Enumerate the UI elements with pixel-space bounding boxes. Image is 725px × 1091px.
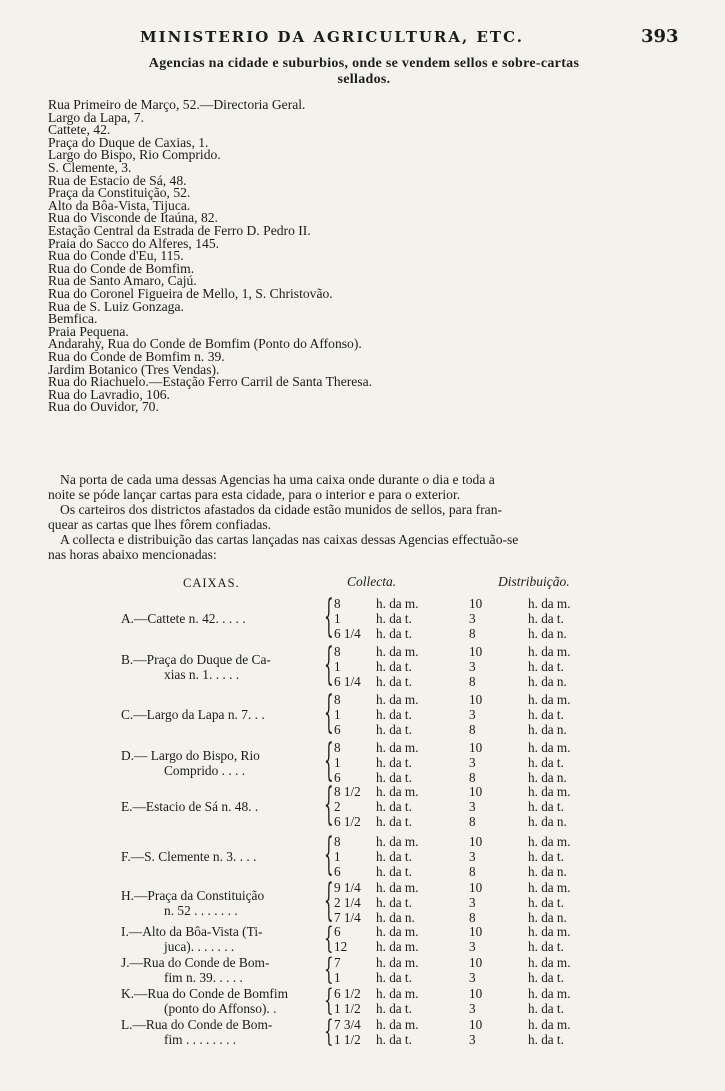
box-location-label: (ponto do Affonso). .: [164, 1001, 277, 1016]
agency-address: Rua Primeiro de Março, 52.—Directoria Geral.: [48, 97, 306, 112]
distribuicao-period: h. da m.: [528, 834, 571, 849]
distribuicao-period: h. da n.: [528, 814, 567, 829]
collecta-period: h. da t.: [376, 707, 412, 722]
distribuicao-period: h. da m.: [528, 784, 571, 799]
distribuicao-period: h. da m.: [528, 955, 571, 970]
collecta-hour: 6: [334, 864, 341, 879]
distribuicao-hour: 10: [469, 986, 483, 1001]
agency-address: Praça da Constituição, 52.: [48, 185, 191, 201]
box-location-label: K.—Rua do Conde de Bomfim: [121, 986, 288, 1001]
distribuicao-hour: 10: [469, 955, 483, 970]
section-title: Agencias na cidade e suburbios, onde se vendem sellos e sobre-cartas: [148, 56, 580, 71]
distribuicao-period: h. da m.: [528, 924, 571, 939]
agency-address: Rua do Conde d'Eu, 115.: [48, 248, 184, 264]
collecta-hour: 6: [334, 722, 341, 737]
box-location-label: fim . . . . . . . .: [164, 1032, 237, 1047]
distribuicao-period: h. da m.: [528, 986, 571, 1001]
distribuicao-period: h. da t.: [528, 611, 564, 626]
agency-address: Rua do Lavradio, 106.: [48, 386, 170, 402]
collecta-period: h. da m.: [376, 1017, 419, 1032]
column-header-collecta: Collecta.: [347, 574, 397, 589]
collecta-period: h. da m.: [376, 924, 419, 939]
box-location-label: juca). . . . . . .: [164, 939, 235, 954]
agency-address: Bemfica.: [48, 311, 98, 327]
distribuicao-hour: 8: [469, 910, 476, 925]
column-header-distribuicao: Distribuição.: [498, 574, 570, 589]
distribuicao-period: h. da t.: [528, 1032, 564, 1047]
distribuicao-period: h. da t.: [528, 895, 564, 910]
collecta-period: h. da m.: [376, 986, 419, 1001]
brace-icon: {: [324, 638, 334, 691]
distribuicao-hour: 10: [469, 644, 483, 659]
paragraph-line: Os carteiros dos districtos afastados da cidade estão munidos de sellos, para fran-: [60, 502, 503, 517]
collecta-period: h. da m.: [376, 834, 419, 849]
distribuicao-period: h. da t.: [528, 707, 564, 722]
brace-icon: {: [324, 874, 334, 927]
collecta-period: h. da m.: [376, 880, 419, 895]
collecta-period: h. da t.: [376, 611, 412, 626]
brace-icon: {: [324, 590, 334, 643]
collecta-period: h. da t.: [376, 626, 412, 641]
distribuicao-period: h. da t.: [528, 659, 564, 674]
agency-address: Praia do Sacco do Alferes, 145.: [48, 235, 220, 251]
collecta-hour: 7 3/4: [334, 1017, 361, 1032]
distribuicao-period: h. da n.: [528, 674, 567, 689]
agency-address: Alto da Bôa-Vista, Tijuca.: [48, 197, 191, 213]
collecta-hour: 1: [334, 611, 341, 626]
collecta-hour: 8: [334, 644, 341, 659]
collecta-period: h. da m.: [376, 939, 419, 954]
paragraph-line: A collecta e distribuição das cartas lançadas nas caixas dessas Agencias effectuão-se: [60, 532, 519, 547]
collecta-hour: 1 1/2: [334, 1001, 361, 1016]
distribuicao-period: h. da m.: [528, 1017, 571, 1032]
distribuicao-hour: 10: [469, 880, 483, 895]
agency-address: Rua do Coronel Figueira de Mello, 1, S. Christovão.: [48, 286, 333, 301]
brace-icon: {: [324, 951, 334, 987]
collecta-period: h. da m.: [376, 692, 419, 707]
brace-icon: {: [324, 686, 334, 739]
agency-address: S. Clemente, 3.: [48, 160, 132, 175]
collecta-hour: 7 1/4: [334, 910, 361, 925]
agency-address: Rua de S. Luiz Gonzaga.: [48, 298, 184, 314]
paragraph-line: quear as cartas que lhes fôrem confiadas.: [48, 517, 272, 532]
distribuicao-hour: 3: [469, 659, 476, 674]
distribuicao-period: h. da t.: [528, 1001, 564, 1016]
distribuicao-period: h. da n.: [528, 770, 567, 785]
distribuicao-period: h. da n.: [528, 626, 567, 641]
box-location-label: fim n. 39. . . . .: [164, 970, 243, 985]
collecta-period: h. da t.: [376, 864, 412, 879]
page-number: 393: [641, 26, 679, 47]
collecta-hour: 8 1/2: [334, 784, 361, 799]
brace-icon: {: [324, 982, 334, 1018]
collecta-hour: 8: [334, 596, 341, 611]
agency-address: Largo do Bispo, Rio Comprido.: [48, 147, 221, 163]
collecta-hour: 1 1/2: [334, 1032, 361, 1047]
collecta-hour: 12: [334, 939, 348, 954]
agency-address: Rua do Visconde de Itaúna, 82.: [48, 210, 218, 226]
collecta-period: h. da m.: [376, 596, 419, 611]
distribuicao-hour: 3: [469, 1001, 476, 1016]
collecta-period: h. da m.: [376, 644, 419, 659]
agency-address: Cattete, 42.: [48, 122, 111, 138]
collecta-hour: 1: [334, 849, 341, 864]
distribuicao-hour: 10: [469, 784, 483, 799]
collecta-period: h. da t.: [376, 770, 412, 785]
distribuicao-hour: 8: [469, 722, 476, 737]
distribuicao-hour: 10: [469, 1017, 483, 1032]
box-location-label: n. 52 . . . . . . .: [164, 902, 238, 918]
agency-address: Estação Central da Estrada de Ferro D. Pedro II.: [48, 223, 311, 238]
distribuicao-hour: 3: [469, 755, 476, 770]
collecta-hour: 2 1/4: [334, 895, 361, 910]
distribuicao-hour: 3: [469, 799, 476, 814]
brace-icon: {: [324, 828, 334, 881]
collecta-period: h. da t.: [376, 722, 412, 737]
distribuicao-hour: 8: [469, 770, 476, 785]
distribuicao-hour: 3: [469, 970, 476, 985]
collecta-hour: 1: [334, 755, 341, 770]
agency-address: Praça do Duque de Caxias, 1.: [48, 134, 209, 150]
collecta-period: h. da t.: [376, 659, 412, 674]
distribuicao-period: h. da m.: [528, 740, 571, 755]
distribuicao-hour: 8: [469, 864, 476, 879]
agency-address: Praia Pequena.: [48, 323, 129, 339]
collecta-hour: 6: [334, 924, 341, 939]
box-location-label: D.— Largo do Bispo, Rio: [121, 747, 260, 763]
agency-address: Rua do Conde de Bomfim.: [48, 260, 195, 276]
collecta-period: h. da t.: [376, 1001, 412, 1016]
collecta-hour: 1: [334, 659, 341, 674]
collecta-hour: 6 1/2: [334, 986, 361, 1001]
collecta-hour: 6: [334, 770, 341, 785]
brace-icon: {: [324, 1013, 334, 1049]
box-location-label: A.—Cattete n. 42. . . . .: [121, 611, 246, 626]
box-location-label: E.—Estacio de Sá n. 48. .: [121, 799, 259, 814]
box-location-label: H.—Praça da Constituição: [121, 887, 265, 903]
collecta-period: h. da t.: [376, 674, 412, 689]
distribuicao-hour: 10: [469, 924, 483, 939]
distribuicao-period: h. da m.: [528, 596, 571, 611]
collecta-period: h. da t.: [376, 970, 412, 985]
box-location-label: B.—Praça do Duque de Ca-: [121, 651, 271, 667]
collecta-hour: 2: [334, 799, 341, 814]
box-location-label: I.—Alto da Bôa-Vista (Ti-: [121, 924, 263, 939]
running-head: MINISTERIO DA AGRICULTURA, ETC.: [140, 28, 524, 46]
agency-address: Jardim Botanico (Tres Vendas).: [48, 361, 220, 377]
agency-address: Rua de Santo Amaro, Cajú.: [48, 273, 197, 289]
collecta-period: h. da t.: [376, 1032, 412, 1047]
brace-icon: {: [324, 920, 334, 956]
distribuicao-period: h. da t.: [528, 849, 564, 864]
distribuicao-period: h. da m.: [528, 644, 571, 659]
distribuicao-hour: 8: [469, 674, 476, 689]
collecta-hour: 1: [334, 970, 341, 985]
collecta-hour: 8: [334, 692, 341, 707]
distribuicao-hour: 10: [469, 834, 483, 849]
distribuicao-period: h. da n.: [528, 864, 567, 879]
collecta-period: h. da t.: [376, 755, 412, 770]
distribuicao-hour: 3: [469, 849, 476, 864]
box-location-label: L.—Rua do Conde de Bom-: [121, 1017, 273, 1032]
agency-address: Largo da Lapa, 7.: [48, 109, 144, 125]
collecta-hour: 6 1/4: [334, 626, 361, 641]
agency-address: Andarahy, Rua do Conde de Bomfim (Ponto do Affonso).: [48, 336, 362, 352]
distribuicao-hour: 10: [469, 740, 483, 755]
collecta-hour: 1: [334, 707, 341, 722]
agency-address: Rua do Conde de Bomfim n. 39.: [48, 349, 225, 364]
distribuicao-hour: 8: [469, 814, 476, 829]
collecta-period: h. da n.: [376, 910, 415, 925]
distribuicao-hour: 8: [469, 626, 476, 641]
distribuicao-period: h. da n.: [528, 722, 567, 737]
distribuicao-hour: 3: [469, 939, 476, 954]
box-location-label: C.—Largo da Lapa n. 7. . .: [121, 707, 265, 722]
agency-address: Rua do Ouvidor, 70.: [48, 399, 159, 415]
paragraph-line: noite se póde lançar cartas para esta cidade, para o interior e para o exterior.: [48, 487, 461, 502]
collecta-hour: 8: [334, 834, 341, 849]
distribuicao-period: h. da n.: [528, 910, 567, 925]
collecta-period: h. da t.: [376, 814, 412, 829]
collecta-period: h. da m.: [376, 955, 419, 970]
distribuicao-period: h. da m.: [528, 692, 571, 707]
distribuicao-hour: 10: [469, 692, 483, 707]
distribuicao-hour: 10: [469, 596, 483, 611]
collecta-hour: 7: [334, 955, 341, 970]
collecta-period: h. da t.: [376, 849, 412, 864]
collecta-period: h. da m.: [376, 740, 419, 755]
collecta-hour: 6 1/4: [334, 674, 361, 689]
collecta-period: h. da m.: [376, 784, 419, 799]
distribuicao-hour: 3: [469, 707, 476, 722]
agency-address: Rua do Riachuelo.—Estação Ferro Carril de Santa Theresa.: [48, 374, 373, 390]
brace-icon: {: [324, 734, 334, 787]
box-location-label: xias n. 1. . . . .: [164, 666, 240, 682]
paragraph-line: Na porta de cada uma dessas Agencias ha uma caixa onde durante o dia e toda a: [60, 472, 495, 487]
distribuicao-hour: 3: [469, 1032, 476, 1047]
distribuicao-hour: 3: [469, 611, 476, 626]
collecta-period: h. da t.: [376, 799, 412, 814]
distribuicao-period: h. da m.: [528, 880, 571, 895]
collecta-hour: 8: [334, 740, 341, 755]
distribuicao-period: h. da t.: [528, 799, 564, 814]
agency-address: Rua de Estacio de Sá, 48.: [48, 172, 187, 188]
box-location-label: J.—Rua do Conde de Bom-: [121, 955, 270, 970]
column-header-caixas: CAIXAS.: [183, 576, 240, 590]
distribuicao-period: h. da t.: [528, 755, 564, 770]
collecta-hour: 6 1/2: [334, 814, 361, 829]
brace-icon: {: [324, 778, 334, 831]
box-location-label: Comprido . . . .: [164, 762, 246, 778]
distribuicao-period: h. da t.: [528, 970, 564, 985]
box-location-label: F.—S. Clemente n. 3. . . .: [121, 849, 257, 864]
distribuicao-hour: 3: [469, 895, 476, 910]
paragraph-line: nas horas abaixo mencionadas:: [48, 547, 217, 562]
collecta-period: h. da t.: [376, 895, 412, 910]
collecta-hour: 9 1/4: [334, 880, 361, 895]
distribuicao-period: h. da t.: [528, 939, 564, 954]
section-title-cont: sellados.: [337, 72, 391, 87]
